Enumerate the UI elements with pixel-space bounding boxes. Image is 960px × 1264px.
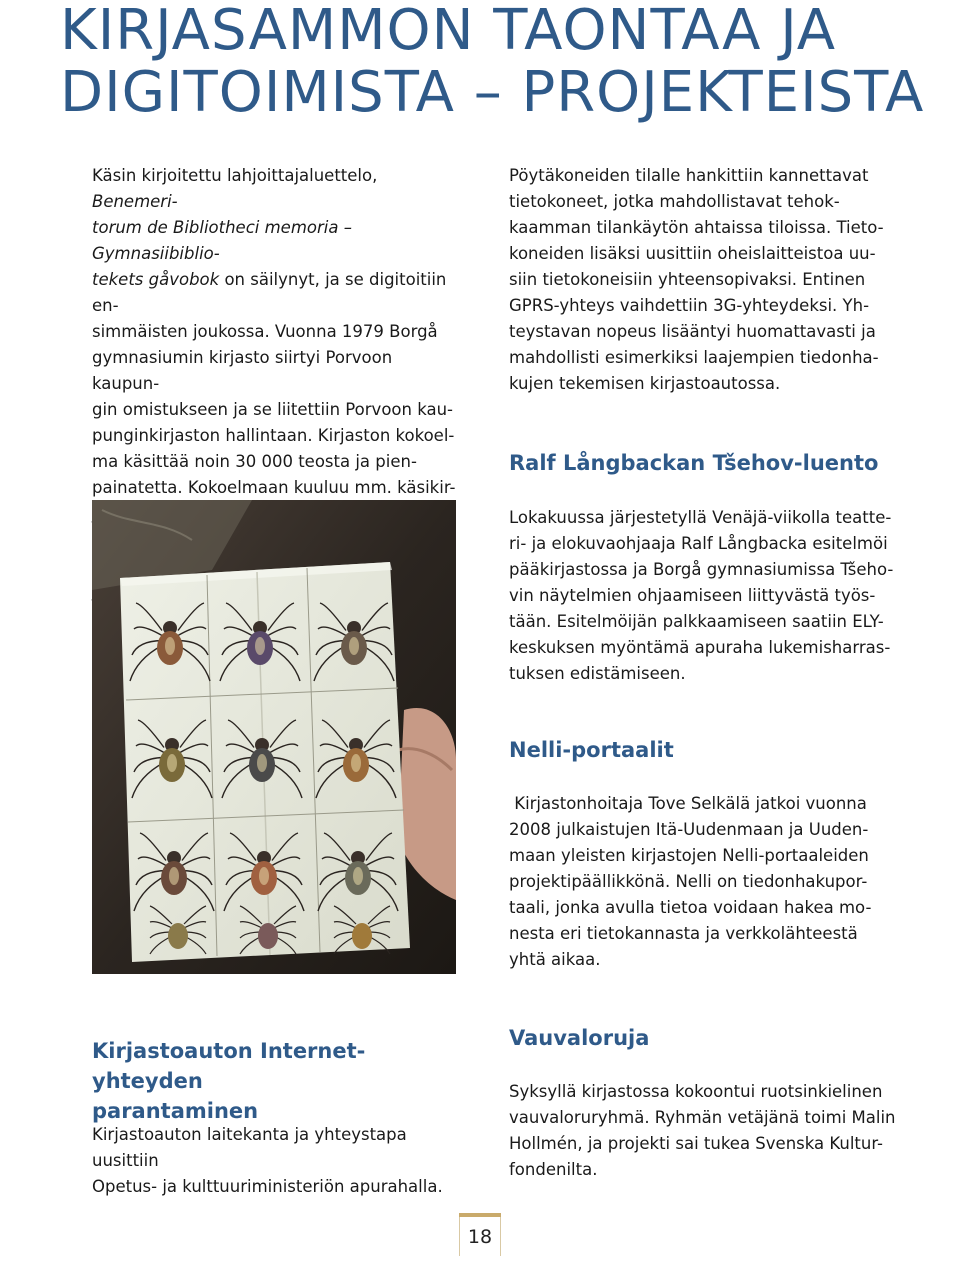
text-line: vauvaloruryhmä. Ryhmän vetäjänä toimi Malin — [509, 1108, 896, 1127]
text-line: projektipäällikkönä. Nelli on tiedonhakupor- — [509, 872, 868, 891]
spider-plate-icon — [92, 500, 456, 974]
text-line: gin omistukseen ja se liitettiin Porvoon kau- — [92, 400, 453, 419]
text-line: kujen tekemisen kirjastoautossa. — [509, 374, 781, 393]
page-title-line-1: KIRJASAMMON TAONTAA JA — [60, 0, 837, 63]
spider-plate-photo — [92, 500, 456, 974]
text-line: nesta eri tietokannasta ja verkkolähteestä — [509, 924, 858, 943]
text-line: Syksyllä kirjastossa kokoontui ruotsinkielinen — [509, 1082, 883, 1101]
heading-line: parantaminen — [92, 1099, 259, 1123]
text-line: Opetus- ja kulttuuriministeriön apurahalla. — [92, 1177, 443, 1196]
text-line: Pöytäkoneiden tilalle hankittiin kannettavat — [509, 166, 869, 185]
text-line: tietokoneet, jotka mahdollistavat tehok- — [509, 192, 840, 211]
page-number: 18 — [459, 1216, 501, 1256]
text-line: simmäisten joukossa. Vuonna 1979 Borgå — [92, 322, 438, 341]
text-line: fondenilta. — [509, 1160, 598, 1179]
text-line: siin tietokoneisiin yhteensopivaksi. Entinen — [509, 270, 866, 289]
text-line: pääkirjastossa ja Borgå gymnasiumissa Tšeho- — [509, 560, 894, 579]
heading-kirjastoauto — [92, 1036, 472, 1126]
kirjastoauto-text — [92, 1122, 472, 1200]
heading-nelli: Nelli-portaalit — [509, 738, 674, 762]
text-line: painatetta. Kokoelmaan kuuluu mm. käsikir- — [92, 478, 456, 497]
text-line: GPRS-yhteys vaihdettiin 3G-yhteydeksi. Yh- — [509, 296, 870, 315]
nelli-text — [509, 791, 899, 973]
text-line: yhtä aikaa. — [509, 950, 601, 969]
text-line: punginkirjaston hallintaan. Kirjaston kokoel- — [92, 426, 455, 445]
ralf-text — [509, 505, 899, 687]
page-title-line-2: DIGITOIMISTA – PROJEKTEISTA — [60, 60, 925, 125]
text-line-italic: Benemeri- — [92, 192, 178, 211]
text-line-italic: tekets gåvobok — [92, 270, 220, 289]
text-line-italic: torum de Bibliotheci memoria – Gymnasiibiblio- — [92, 218, 352, 263]
text-line: keskuksen myöntämä apuraha lukemisharras- — [509, 638, 891, 657]
text-line: on säilynyt, ja se digitoitiin en- — [92, 270, 447, 315]
text-line: gymnasiumin kirjasto siirtyi Porvoon kaupun- — [92, 348, 393, 393]
text-line: tuksen edistämiseen. — [509, 664, 686, 683]
text-line: 2008 julkaistujen Itä-Uudenmaan ja Uuden- — [509, 820, 869, 839]
page-title — [60, 0, 940, 124]
heading-vauvaloruja: Vauvaloruja — [509, 1026, 650, 1050]
text-line: Kirjastoauton laitekanta ja yhteystapa uusittiin — [92, 1125, 407, 1170]
text-line: koneiden lisäksi uusittiin oheislaitteistoa uu- — [509, 244, 876, 263]
text-line: vin näytelmien ohjaamiseen liittyvästä työs- — [509, 586, 876, 605]
heading-line: Kirjastoauton Internet-yhteyden — [92, 1039, 366, 1093]
right-intro-text — [509, 163, 889, 397]
text-line: kaamman tilankäytön ahtaissa tiloissa. Tieto- — [509, 218, 884, 237]
text-line: Käsin kirjoitettu lahjoittajaluettelo, — [92, 166, 378, 185]
text-line: Hollmén, ja projekti sai tukea Svenska Kultur- — [509, 1134, 884, 1153]
text-line: Kirjastonhoitaja Tove Selkälä jatkoi vuonna — [509, 794, 867, 813]
text-line: ma käsittää noin 30 000 teosta ja pien- — [92, 452, 417, 471]
text-line: maan yleisten kirjastojen Nelli-portaaleiden — [509, 846, 869, 865]
text-line: taali, jonka avulla tietoa voidaan hakea mo- — [509, 898, 872, 917]
text-line: mahdollisti esimerkiksi laajempien tiedonha- — [509, 348, 879, 367]
text-line: teystavan nopeus lisääntyi huomattavasti ja — [509, 322, 876, 341]
text-line: ri- ja elokuvaohjaaja Ralf Långbacka esitelmöi — [509, 534, 888, 553]
text-line: Lokakuussa järjestetyllä Venäjä-viikolla teatte- — [509, 508, 892, 527]
text-line: tään. Esitelmöijän palkkaamiseen saatiin ELY- — [509, 612, 884, 631]
heading-ralf: Ralf Långbackan Tšehov-luento — [509, 451, 879, 475]
vauvaloruja-text — [509, 1079, 899, 1183]
